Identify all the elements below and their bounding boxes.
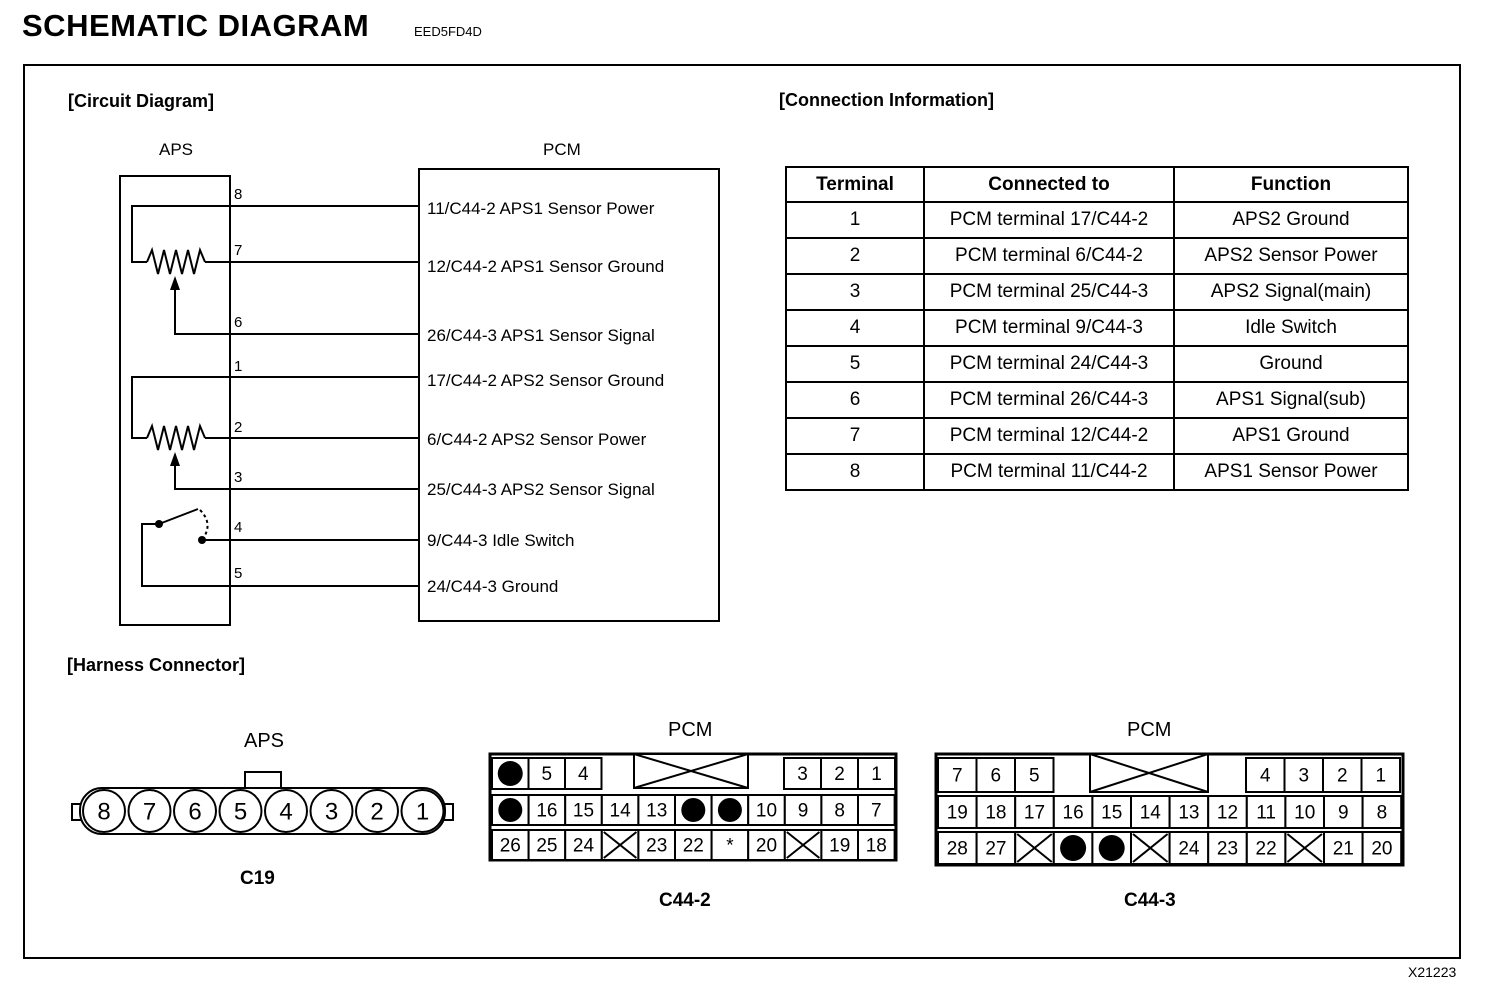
c44-3-pcm-label: PCM	[1127, 719, 1172, 741]
c44-2-cavity: 24	[572, 835, 595, 857]
pcm-terminal-label: 17/C44-2 APS2 Sensor Ground	[427, 371, 665, 390]
c44-2-cavity: *	[726, 835, 734, 857]
c44-2-cavity: 25	[536, 835, 558, 857]
column-header: Function	[1174, 167, 1408, 202]
c44-2-cavity: 1	[871, 764, 882, 785]
c44-3-cavity: 27	[985, 838, 1007, 860]
c44-2-cavity: 14	[609, 800, 631, 822]
c44-2-cavity: 10	[755, 800, 778, 822]
c44-2-caption: C44-2	[659, 890, 711, 911]
c19-pin-number: 4	[279, 798, 293, 826]
pcm-terminal-label: 11/C44-2 APS1 Sensor Power	[427, 199, 655, 218]
c19-pin-number: 8	[97, 798, 111, 826]
c19-key	[245, 772, 281, 788]
c44-3-cavity: 16	[1062, 802, 1084, 824]
c44-2-cavity: 15	[572, 800, 595, 822]
c44-3-cavity: 23	[1216, 838, 1239, 860]
document-code: EED5FD4D	[414, 24, 482, 39]
terminal-cell: 2	[786, 238, 924, 274]
c44-3-cavity: 8	[1376, 802, 1388, 824]
aps-pin-5: 5	[234, 565, 243, 582]
aps-pin-7: 7	[234, 242, 243, 259]
c44-2-cavity: 5	[541, 764, 553, 785]
c44-2-pcm-label: PCM	[668, 719, 713, 741]
function-cell: Idle Switch	[1174, 310, 1408, 346]
connected-to-cell: PCM terminal 6/C44-2	[924, 238, 1174, 274]
c44-2-cavity: 13	[646, 800, 668, 822]
function-cell: APS1 Ground	[1174, 418, 1408, 454]
c44-3-cavity: 5	[1028, 765, 1040, 787]
c44-2-cavity: 8	[834, 800, 845, 822]
connected-to-cell: PCM terminal 26/C44-3	[924, 382, 1174, 418]
c19-caption: C19	[240, 868, 275, 889]
c44-3-cavity: 9	[1338, 802, 1349, 824]
function-cell: APS1 Signal(sub)	[1174, 382, 1408, 418]
function-cell: APS2 Signal(main)	[1174, 274, 1408, 310]
c44-2-cavity: 19	[829, 835, 851, 857]
c44-2-cavity: 20	[755, 835, 778, 857]
page-title: SCHEMATIC DIAGRAM	[22, 8, 370, 43]
c44-3-cavity: 10	[1294, 802, 1316, 824]
c44-3-cavity: 15	[1101, 802, 1123, 824]
c44-3-cavity: 2	[1336, 765, 1348, 787]
pcm-terminal-label: 26/C44-3 APS1 Sensor Signal	[427, 326, 655, 345]
aps-pin-4: 4	[234, 519, 243, 536]
c44-2-cavity: 2	[834, 764, 845, 785]
connected-to-cell: PCM terminal 12/C44-2	[924, 418, 1174, 454]
connected-to-cell: PCM terminal 17/C44-2	[924, 202, 1174, 238]
c44-3-cavity: 20	[1371, 838, 1393, 860]
c19-pin-number: 1	[415, 798, 430, 826]
column-header: Connected to	[924, 167, 1174, 202]
function-cell: APS1 Sensor Power	[1174, 454, 1408, 490]
pcm-terminal-label: 9/C44-3 Idle Switch	[427, 531, 575, 550]
function-cell: APS2 Ground	[1174, 202, 1408, 238]
pcm-terminal-label: 25/C44-3 APS2 Sensor Signal	[427, 480, 655, 499]
circuit-heading: [Circuit Diagram]	[68, 91, 215, 111]
c44-2-cavity: 7	[871, 800, 882, 822]
c44-3-cavity: 18	[985, 802, 1007, 824]
c44-3-cavity: 13	[1178, 802, 1200, 824]
filled-cavity	[681, 798, 705, 822]
connected-to-cell: PCM terminal 25/C44-3	[924, 274, 1174, 310]
filled-cavity	[1099, 835, 1125, 861]
terminal-cell: 7	[786, 418, 924, 454]
connection-heading: [Connection Information]	[779, 90, 994, 110]
pcm-terminal-label: 24/C44-3 Ground	[427, 577, 559, 596]
c44-2-cavity: 16	[536, 800, 558, 822]
terminal-cell: 1	[786, 202, 924, 238]
c19-pin-number: 6	[188, 798, 202, 826]
aps-connector-label: APS	[244, 730, 285, 752]
filled-cavity	[718, 798, 742, 822]
c19-pin-number: 7	[142, 798, 157, 826]
c19-pin-number: 3	[324, 798, 339, 826]
aps-pin-8: 8	[234, 186, 243, 203]
column-header: Terminal	[786, 167, 924, 202]
c44-2-cavity: 26	[499, 835, 521, 857]
aps-pin-3: 3	[234, 469, 243, 486]
terminal-cell: 5	[786, 346, 924, 382]
c44-3-cavity: 12	[1216, 802, 1239, 824]
terminal-cell: 3	[786, 274, 924, 310]
pcm-terminal-label: 12/C44-2 APS1 Sensor Ground	[427, 257, 665, 276]
filled-cavity	[498, 798, 522, 822]
c44-3-cavity: 17	[1023, 802, 1046, 824]
c44-2-cavity: 9	[797, 800, 809, 822]
aps-pin-1: 1	[234, 358, 243, 375]
pcm-terminal-label: 6/C44-2 APS2 Sensor Power	[427, 430, 647, 449]
terminal-cell: 4	[786, 310, 924, 346]
c44-3-cavity: 7	[951, 765, 963, 787]
c44-3-cavity: 24	[1178, 838, 1200, 860]
c44-2-cavity: 3	[797, 764, 808, 785]
connected-to-cell: PCM terminal 9/C44-3	[924, 310, 1174, 346]
connected-to-cell: PCM terminal 24/C44-3	[924, 346, 1174, 382]
reference-code: X21223	[1408, 964, 1457, 980]
filled-cavity	[498, 761, 523, 786]
c44-3-cavity: 22	[1255, 838, 1277, 860]
filled-cavity	[1060, 835, 1086, 861]
aps-label: APS	[159, 140, 194, 159]
c44-3-cavity: 14	[1139, 802, 1161, 824]
c44-3-cavity: 1	[1375, 765, 1387, 787]
terminal-cell: 8	[786, 454, 924, 490]
terminal-cell: 6	[786, 382, 924, 418]
c44-3-cavity: 4	[1259, 765, 1271, 787]
harness-heading: [Harness Connector]	[67, 655, 246, 675]
c44-3-cavity: 11	[1256, 802, 1276, 824]
c44-2-cavity: 22	[682, 835, 704, 857]
c44-3-cavity: 19	[946, 802, 968, 824]
c19-pin-number: 2	[370, 798, 384, 826]
c19-pin-number: 5	[233, 798, 248, 826]
pcm-label: PCM	[543, 140, 581, 159]
c44-2-cavity: 18	[865, 835, 887, 857]
c44-2-cavity: 23	[646, 835, 668, 857]
function-cell: Ground	[1174, 346, 1408, 382]
c44-3-cavity: 28	[946, 838, 968, 860]
aps-pin-2: 2	[234, 419, 243, 436]
c44-3-cavity: 3	[1298, 765, 1310, 787]
c44-3-cavity: 6	[990, 765, 1002, 787]
function-cell: APS2 Sensor Power	[1174, 238, 1408, 274]
aps-pin-6: 6	[234, 314, 243, 331]
connected-to-cell: PCM terminal 11/C44-2	[924, 454, 1174, 490]
c44-2-cavity: 4	[577, 764, 589, 785]
c44-3-caption: C44-3	[1124, 890, 1176, 911]
c44-3-cavity: 21	[1332, 838, 1354, 860]
